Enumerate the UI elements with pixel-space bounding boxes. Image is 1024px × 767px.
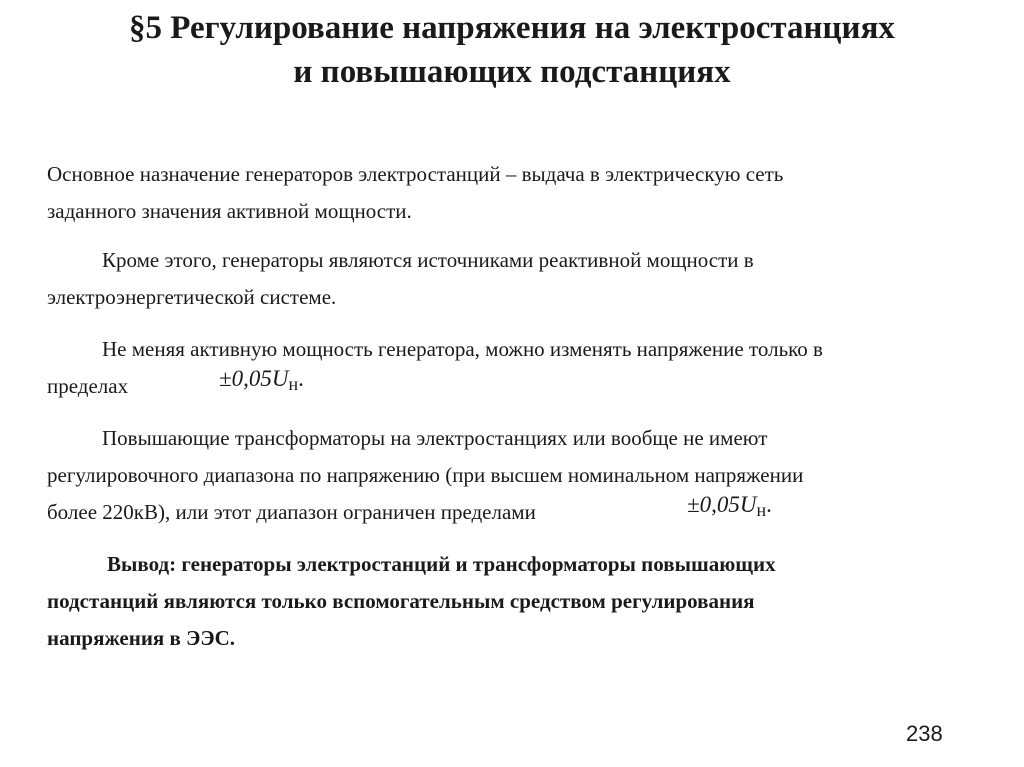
paragraph-voltage-limits [47, 331, 997, 405]
formula-main: ±0,05U [219, 366, 289, 391]
conclusion-line: напряжения в ЭЭС. [47, 626, 236, 650]
voltage-range-formula [687, 486, 772, 529]
paragraph-line: электроэнергетической системе. [47, 285, 337, 309]
paragraph-line: Основное назначение генераторов электростанций – выдача в электрическую сеть [47, 162, 784, 186]
formula-subscript: н [288, 374, 299, 394]
paragraph-line: регулировочного диапазона по напряжению (при высшем номинальном напряжении [47, 463, 804, 487]
paragraph-text: пределах [47, 374, 129, 398]
paragraph-line: заданного значения активной мощности. [47, 199, 412, 223]
formula-period: . [766, 492, 772, 517]
formula-subscript: н [756, 500, 767, 520]
paragraph-conclusion [47, 546, 997, 657]
paragraph-line-with-formula [47, 368, 997, 405]
paragraph-step-up-transformers [47, 420, 997, 531]
title-line-1: §5 Регулирование напряжения на электростанциях [129, 10, 895, 46]
main-content [47, 156, 997, 657]
title-line-2: и повышающих подстанциях [293, 54, 731, 90]
paragraph-text: более 220кВ), или этот диапазон ограничен пределами [47, 500, 536, 524]
paragraph-line: Не меняя активную мощность генератора, можно изменять напряжение только в [102, 337, 823, 361]
paragraph-line: Кроме этого, генераторы являются источниками реактивной мощности в [102, 248, 754, 272]
paragraph-generators-purpose [47, 156, 997, 230]
formula-main: ±0,05U [687, 492, 757, 517]
conclusion-line: Вывод: генераторы электростанций и трансформаторы повышающих [107, 552, 776, 576]
paragraph-line: Повышающие трансформаторы на электростанциях или вообще не имеют [102, 426, 768, 450]
voltage-range-formula [219, 360, 304, 403]
page-number: 238 [906, 721, 943, 746]
paragraph-line-with-formula [47, 494, 997, 531]
formula-period: . [298, 366, 304, 391]
page-title [0, 6, 1024, 94]
conclusion-line: подстанций являются только вспомогательным средством регулирования [47, 589, 755, 613]
paragraph-reactive-power [47, 242, 997, 316]
